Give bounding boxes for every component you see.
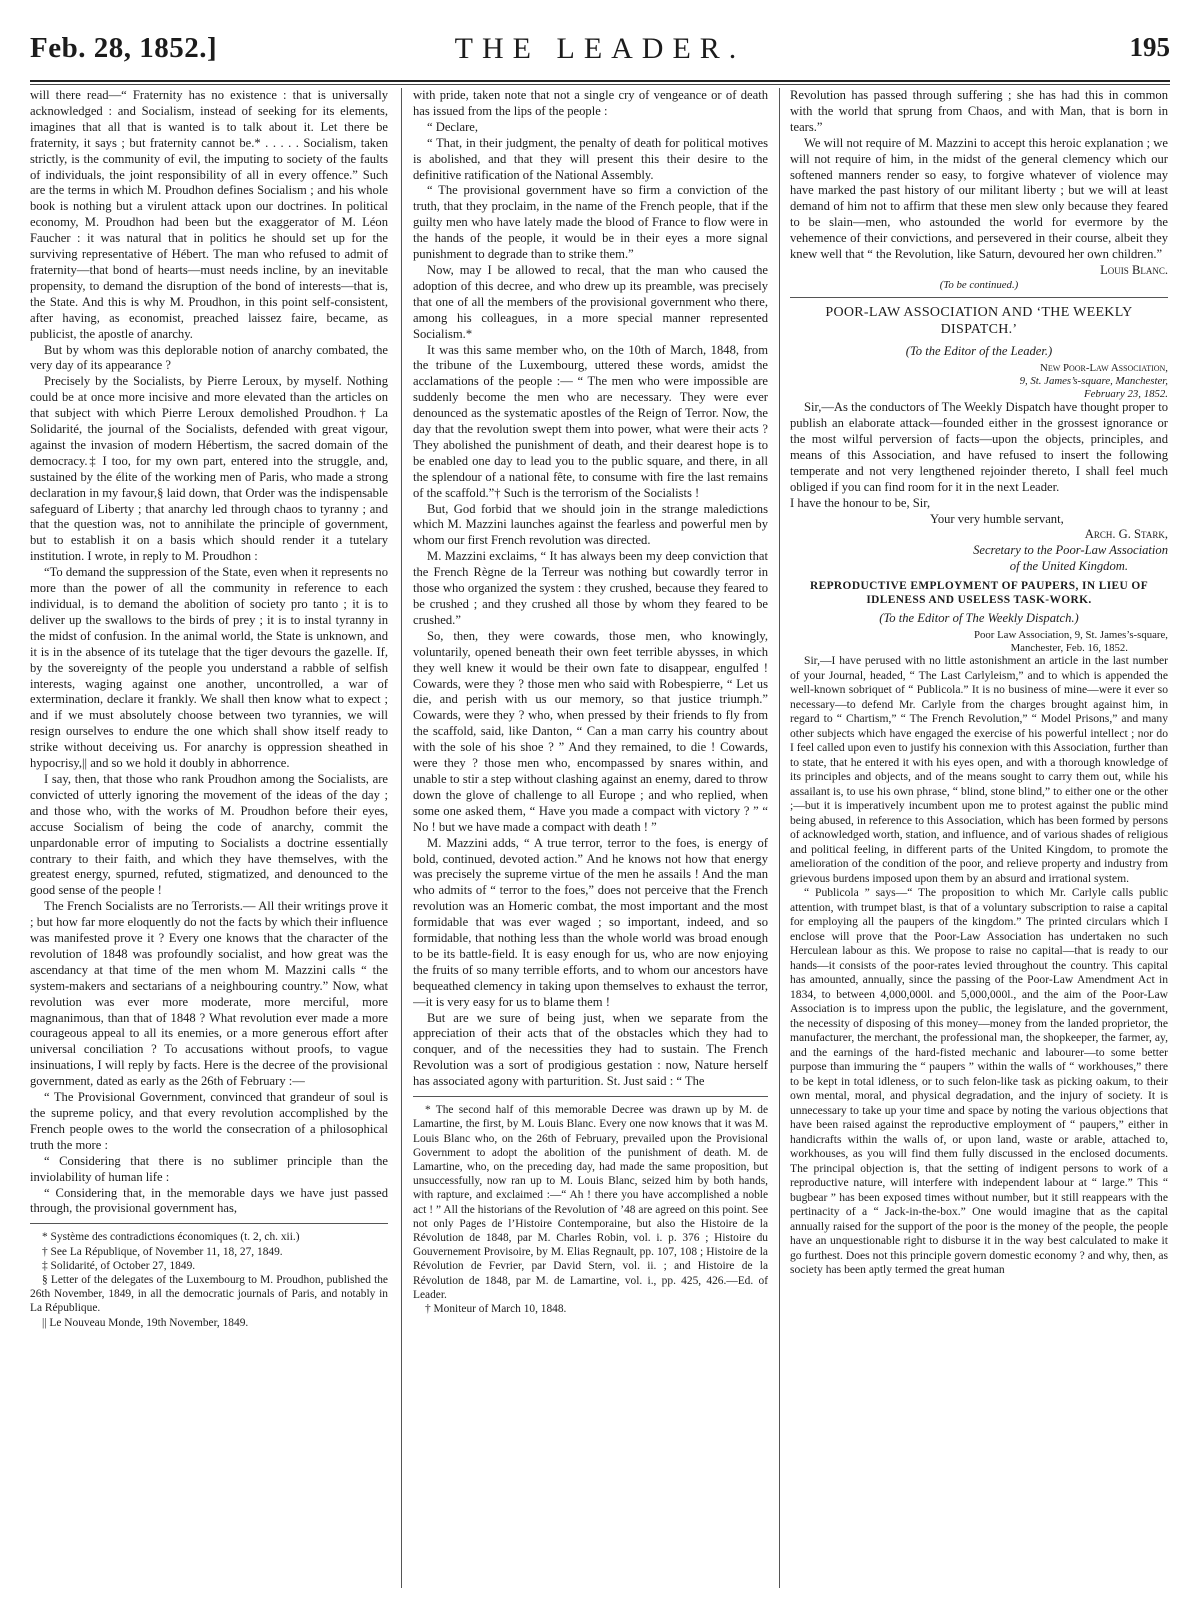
section-rule: [790, 297, 1168, 298]
paragraph: So, then, they were cowards, those men, who knowingly, voluntarily, opened beneath their own feet terrible abysses, in which they well knew it would be their own fate to disappear, engulfed ! Cowards, were they ? those men who said with Robespierre, “ Let us die, and perish with us our memory, so that justice triumph.” Cowards, were they ? who, when pressed by their friends to fly from the scaffold, said, like Danton, “ Can a man carry his country about with the sole of his shoe ? ” And they remained, to die ! Cowards, were they ? those men who, encompassed by snares within, and unable to stir a step without clashing against an enemy, dared to throw down the glove of challenge to all Europe ; and who replied, when some one asked them, “ Have you made a compact with victory ? ” “ No ! but we have made a compact with death ! ”: [413, 628, 768, 834]
decree-declare: “ Declare,: [427, 119, 479, 134]
column-1: [30, 88, 388, 1600]
letter-body: Sir,—As the conductors of The Weekly Dispatch have thought proper to publish an elaborate attack—founded either in the grossest ignorance or the most wilful perversion of facts—upon the objects, principles, and means of this Association, and have refused to insert the following temperate and not very lengthened rejoinder thereto, I shall feel much obliged if you can find room for it in the next Leader.: [790, 400, 1168, 494]
footnotes: [413, 1103, 768, 1316]
paragraph: Precisely by the Socialists, by Pierre Leroux, by myself. Nothing could be at once more incisive and more elevated than the articles on that subject with which Pierre Leroux demolished Proudhon.† La Solidarité, the journal of the Socialists, defended with great vigour, against the invasion of modern Hébertism, the sacred domain of the democracy.‡ I too, for my own part, entered into the struggle, and, sustained by the élite of the working men of Paris, who made a strong declaration in my favour,§ laid down, that Order was the indispensable safeguard of Liberty ; that anarchy led through chaos to tyranny ; and that the question was, not to annihilate the principle of government, but to establish it on a basis which should render it a tutelary institution. I wrote, in reply to M. Proudhon :: [30, 374, 388, 564]
footnote: * The second half of this memorable Decree was drawn up by M. de Lamartine, the first, by M. Louis Blanc. Every one now knows that it was M. Louis Blanc who, on the 26th of February, prevailed upon the Provisional Government to adopt the abolition of the punishment of death. M. de Lamartine, who, on the preceding day, had made the same proposition, but unsuccessfully, now ran up to M. Louis Blanc, seized him by both hands, with rapture, and exclaimed :—“ Ah ! there you have accomplished a noble act ! ” All the historians of the Revolution of ’48 are agreed on this point. See not only Pages de l’Histoire Contemporaine, but also the Histoire de la Révolution de 1848, par M. Charles Robin, vol. i. p. 376 ; Histoire du Gouvernement Provisoire, by M. Elias Regnault, pp. 107, 108 ; Histoire de la Révolution de Fevrier, par David Stern, vol. ii. ; and Histoire de la Révolution de 1848, par M. de Lamartine, vol. i., pp. 425, 426.—Ed. of Leader.: [413, 1104, 768, 1301]
column-3: [790, 88, 1168, 1600]
footnote: § Letter of the delegates of the Luxembourg to M. Proudhon, published the 26th November, 1849, in all the democratic journals of Paris, and notably in La République.: [30, 1273, 388, 1315]
author-signature: Louis Blanc.: [1100, 262, 1168, 277]
masthead-rule: [30, 80, 1170, 82]
letter-addressee: (To the Editor of The Weekly Dispatch.): [879, 611, 1079, 626]
to-be-continued: (To be continued.): [939, 278, 1019, 291]
footnotes: [30, 1230, 388, 1329]
paragraph: But by whom was this deplorable notion of anarchy combated, the very day of its appearance ?: [30, 342, 388, 373]
paragraph: I say, then, that those who rank Proudhon among the Socialists, are convicted of utterly ignoring the movement of the ideas of the day ; and those who, with the works of M. Proudhon before their eyes, accuse Socialism of being the code of anarchy, commit the unpardonable error of imputing to Socialists a doctrine essentially contrary to their faith, and which they have themselves, with the greatest energy, spurned, refuted, stigmatized, and denounced to the good sense of the people !: [30, 771, 388, 898]
footnote: † Moniteur of March 10, 1848.: [425, 1302, 567, 1315]
footnote: † See La République, of November 11, 18, 27, 1849.: [42, 1245, 283, 1258]
letter-addressee: (To the Editor of the Leader.): [905, 344, 1053, 359]
section-paragraph: The French Socialists are no Terrorists.— All their writings prove it ; but how far more eloquently do not the facts by which their influence was manifested prove it ? Every one knows that the character of the revolution of 1848 was profoundly socialist, and how great was the ascendancy at that time of the men whom M. Mazzini calls “ the system-makers and sectarians of a neighbouring country.” Now, what revolution was ever more moderate, more merciful, more magnanimous, than that of 1848 ? What revolution ever made a more courageous appeal to all its enemies, or a more generous effort after universal conciliation ? To accusations without proofs, to vague insinuations, I will reply by facts. Here is the decree of the provisional government, dated as early as the 26th of February :—: [30, 899, 388, 1089]
letter-heading: REPRODUCTIVE EMPLOYMENT OF PAUPERS, IN LIEU OF IDLENESS AND USELESS TASK-WORK.: [809, 580, 1149, 607]
issue-date: Feb. 28, 1852.]: [30, 32, 218, 64]
decree-paragraph: “ The provisional government have so firm a conviction of the truth, that they proclaim, in the name of the French people, that if the guilty men who have lately made the blood of France to flow were in the hands of the people, it would be in their eyes a more signal punishment to degrade than to strike them.”: [413, 183, 768, 262]
paragraph: M. Mazzini exclaims, “ It has always been my deep conviction that the French Règne de la Terreur was nothing but cowardly terror in those who organized the system : they crushed, because they feared to be crushed ; and they crushed all those by whom they feared to be crushed.”: [413, 549, 768, 627]
letter-heading: POOR-LAW ASSOCIATION AND ‘THE WEEKLY DISPATCH.’: [825, 305, 1133, 338]
letter-closing: Your very humble servant,: [930, 511, 1064, 526]
paragraph: will there read—“ Fraternity has no existence : that is universally acknowledged : and Socialism, instead of seeking for its elements, imagines that all that is wanted is to talk about it. Let there be fraternity, it says ; but fraternity cannot be.* . . . . . Socialism, taken strictly, is the community of evil, the imputing to society of the faults of individuals, the joint responsibility of all in every offence.” Such are the terms in which M. Proudhon defines Socialism ; and his whole book is nothing but a virulent attack upon our doctrines. In political economy, M. Proudhon had been but the exaggerator of M. Léon Faucher : it was natural that in politics he should set up for the surviving representative of Hébert. The man who refused to admit of fraternity—that bond of hearts—must needs incline, by an inevitable propensity, to demand the disruption of the bond of interests—that is, the State. And this is why M. Proudhon, in this point self-consistent, after having, as economist, preached laissez faire, became, as publicist, the apostle of anarchy.: [30, 88, 388, 341]
decree-paragraph: “ The Provisional Government, convinced that grandeur of soul is the supreme policy, and that every revolution accomplished by the French people owes to the world the consecration of a philosophical truth the more :: [30, 1090, 388, 1152]
paragraph: with pride, taken note that not a single cry of vengeance or of death has issued from the lips of the people :: [413, 88, 768, 118]
paragraph: It was this same member who, on the 10th of March, 1848, from the tribune of the Luxembourg, uttered these words, amidst the acclamations of the people :— “ The men who were impossible are suddenly become the men who are necessary. They were ever denounced as the systematic apostles of the Reign of Terror. Now, the day that the revolution swept them into power, what were their acts ? They abolished the punishment of death, and their dearest hope is to be enabled one day to lead you to the public square, and there, in all the splendour of a national fête, to consume with fire the last remains of the scaffold.”† Such is the terrorism of the Socialists !: [413, 342, 768, 500]
paragraph: We will not require of M. Mazzini to accept this heroic explanation ; we will not require of him, in the midst of the general clemency which our softened manners render so easy, to forgive whatever of violence may have marked the past history of our militant liberty ; but we will at least demand of him not to affirm that these men slew only because they feared to be slain—men, who astounded the world for evermore by the vehemence of their convictions, and persevered in their course, albeit they knew well that “ the Revolution, like Saturn, devoured her own children.”: [790, 135, 1168, 262]
column-divider-2: [779, 88, 780, 1588]
letter-date: Manchester, Feb. 16, 1852.: [1010, 641, 1128, 654]
column-divider-1: [401, 88, 402, 1588]
letter-address: 9, St. James’s-square, Manchester,: [1019, 374, 1168, 387]
decree-paragraph: “ That, in their judgment, the penalty of death for political motives is abolished, and that they will present this their desire to the definitive ratification of the National Assembly.: [413, 135, 768, 182]
footnote: * Système des contradictions économiques (t. 2, ch. xii.): [42, 1231, 300, 1244]
letter-date: February 23, 1852.: [1084, 387, 1168, 400]
paragraph: But, God forbid that we should join in the strange maledictions which M. Mazzini launches against the fearless and powerful men by whom our first French revolution was directed.: [413, 501, 768, 548]
letter-address: Poor Law Association, 9, St. James’s-square,: [973, 629, 1168, 642]
decree-paragraph: “ Considering that, in the memorable days we have just passed through, the provisional government has,: [30, 1185, 388, 1216]
page-number: 195: [1129, 32, 1170, 62]
masthead-rule-thin: [30, 84, 1170, 85]
column-2: [413, 88, 768, 1600]
letter-address: New Poor-Law Association,: [1040, 362, 1168, 375]
footnote: || Le Nouveau Monde, 19th November, 1849.: [42, 1316, 249, 1329]
letter-signature: Arch. G. Stark,: [1084, 527, 1168, 542]
footnote-rule: [413, 1096, 768, 1097]
quotation: “To demand the suppression of the State, even when it represents no more than the power of all the community in reference to each individual, is to demand the abolition of society pro tanto ; it is to deliver up the swallows to the birds of prey ; it is to instal tyranny in the midst of confusion. In the animal world, the State is unknown, and it is in the absence of its tutelage that the tiger devours the gazelle. If, by the sovereignty of the people you understand a rabble of selfish interests, waging against one another, uncontrolled, a war of extermination, declare it frankly. We shall then know what to expect ; and if we must absolutely choose between two tyrannies, we will resign ourselves to endure the one which shall show itself ready to strike without deceiving us. For anarchy is oppression sheathed in hypocrisy,|| and so we hold it doubly in abhorrence.: [30, 565, 388, 771]
paragraph: Revolution has passed through suffering ; she has had this in common with the world that sprung from Chaos, and with Man, that is born in tears.”: [790, 88, 1168, 134]
footnote: ‡ Solidarité, of October 27, 1849.: [42, 1259, 196, 1272]
paragraph: Sir,—I have perused with no little astonishment an article in the last number of your Journal, headed, “ The Last Carlyleism,” and to which is appended the well-known sobriquet of “ Publicola.” It is no business of mine—were it ever so necessary—to defend Mr. Carlyle from the charges brought against him, in regard to “ Chartism,” “ The French Revolution,” “ Model Prisons,” and many other subjects which have engaged the exercise of his powerful intellect ; nor do I feel called upon even to justify his connexion with this Association, further than to state, that he entered it with his eyes open, and with a thorough knowledge of its principles and objects, and of the means sought to carry them out, while his assailant is, to use his own phrase, “ blind, stone blind,” to either one or the other ;—but it is imperatively incumbent upon me to protest against the public mind being abused, in reference to this Association, which has been formed by persons of acknowledged worth, station, and influence, and of various shades of religious and political feeling, in different parts of the United Kingdom, to promote the amelioration of the condition of the poor, and relieve property and industry from grievous burdens imposed upon them by an absurd and irrational system.: [790, 654, 1168, 885]
footnote-rule: [30, 1223, 388, 1224]
paragraph: “ Publicola ” says—“ The proposition to which Mr. Carlyle calls public attention, with trumpet blast, is that of a voluntary subscription to raise a capital for employing all the paupers of the kingdom.” The printed circulars which I enclose will prove that the Poor-Law Association has undertaken no such Herculean labour as this. We propose to raise no capital—that is ready to our hands—it consists of the poor-rates levied throughout the country. This capital has amounted, annually, since the passing of the Poor-Law Amendment Act in 1834, to between 4,000,000l. and 5,000,000l., and the aim of the Poor-Law Association is to impress upon the public, the legislature, and the government, the necessity of disposing of this money—money from the landed proprietor, the manufacturer, the merchant, the professional man, the shopkeeper, the farmer, ay, and the earnings of the hard-fisted mechanic and labourer—to some better purpose than immuring the “ paupers ” within the walls of “ workhouses,” there to be kept in total idleness, or to such felon-like task as picking oakum, to their own mental, moral, and physical degradation, and the injury of society. It is unnecessary to take up your time and space by noting the various objections that have been raised against the reproductive employment of “ paupers,” either in handicrafts within the walls of, or upon land, waste or arable, attached to, workhouses, as you will find them fully discussed in the enclosed documents. The principal objection is, that the setting of indigent persons to work of a reproductive nature, will interfere with independent labour at “ large.” This “ bugbear ” has been exposed times without number, but it still reappears with the pertinacity of a “ Jack-in-the-box.” One would imagine that as the capital annually raised for the support of the poor is the money of the people, the people have an unquestionable right to disburse it in the way best calculated to make it go furthest. Does not this principle govern domestic economy ? and why, then, as society has been aptly termed the great human: [790, 886, 1168, 1277]
letter-signature-title: of the United Kingdom.: [1009, 559, 1128, 574]
masthead: [30, 32, 1170, 76]
letter-closing: I have the honour to be, Sir,: [790, 495, 931, 510]
decree-paragraph: “ Considering that there is no sublimer principle than the inviolability of human life :: [30, 1153, 388, 1184]
letter-signature-title: Secretary to the Poor-Law Association: [973, 543, 1168, 558]
newspaper-title: THE LEADER.: [454, 32, 746, 65]
paragraph: Now, may I be allowed to recal, that the man who caused the adoption of this decree, and who drew up its preamble, was precisely that one of all the members of the provisional government who there, among his colleagues, in a more special manner represented Socialism.*: [413, 262, 768, 341]
letter-body: [790, 654, 1168, 1278]
paragraph: M. Mazzini adds, “ A true terror, terror to the foes, is energy of bold, continued, devoted action.” And he knows not how that energy was precisely the supreme virtue of the men he assails ! And the man who admits of “ terror to the foes,” does not perceive that the French revolution was an Homeric combat, the most important and the most formidable that was ever waged ; so important, indeed, and so formidable, that nothing less than the whole world was broad enough to be its battle-field. It is easy enough for us, who are now enjoying the fruits of so many terrible efforts, and to whom our ancestors have bequeathed clemency in taking upon themselves to exhaust the terror,—it is very easy for us to blame them !: [413, 835, 768, 1009]
paragraph: But are we sure of being just, when we separate from the appreciation of their acts that of the obstacles which they had to conquer, and of the necessities they had to sustain. The French Revolution was a sort of prodigious gestation : now, Nature herself has associated agony with parturition. St. Just said : “ The: [413, 1010, 768, 1089]
